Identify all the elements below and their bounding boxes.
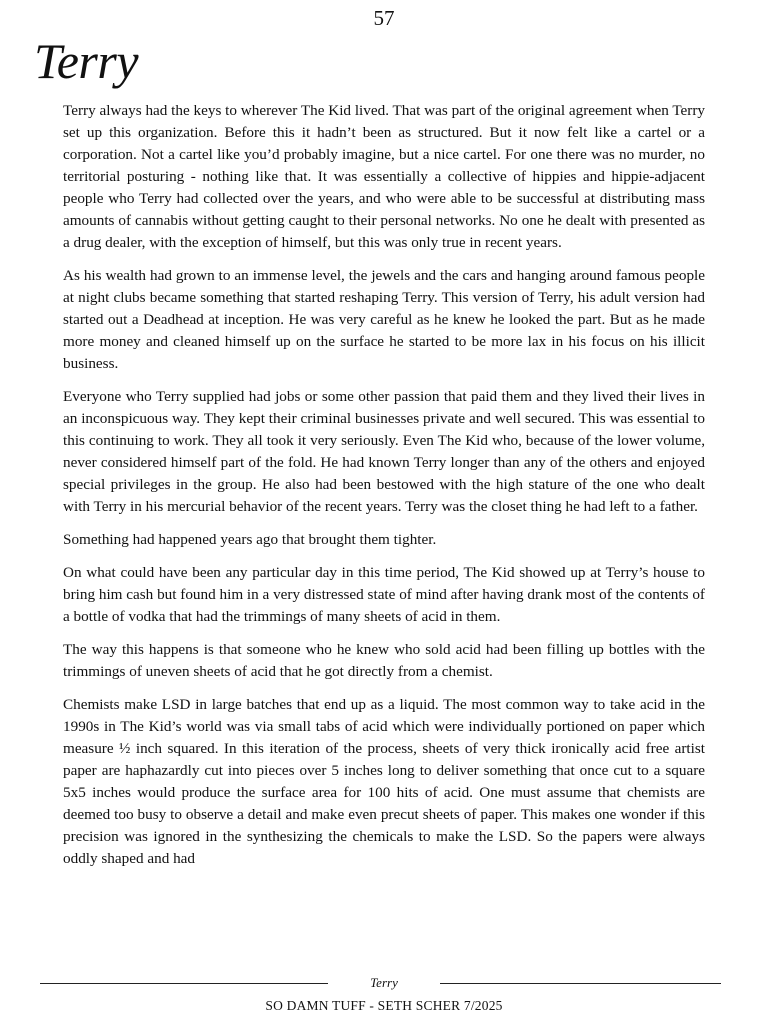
paragraph-5: On what could have been any particular day in this time period, The Kid showed up at Terry’s house to bring him cash but found him in a very distressed state of mind after having drank most of the contents of a bottle of vodka that had the trimmings of many sheets of acid in them. xyxy=(63,564,705,625)
footer-rule-left xyxy=(40,983,328,984)
paragraph-2: As his wealth had grown to an immense level, the jewels and the cars and hanging around famous people at night clubs became something that started reshaping Terry. This version of Terry, his adult version had started out a Deadhead at inception. He was very careful as he knew he looked the part. But as he made more money and cleaned himself up on the surface he started to be more lax in his focus on his illicit business. xyxy=(63,267,705,372)
paragraph-3: Everyone who Terry supplied had jobs or some other passion that paid them and they lived their lives in an inconspicuous way. They kept their criminal businesses private and well secured. This was essential to this continuing to work. They all took it very seriously. Even The Kid who, because of the lower volume, never considered himself part of the fold. He had known Terry longer than any of the others and enjoyed special privileges in the group. He also had been bestowed with the high stature of the one who dealt with Terry in his mercurial behavior of the recent years. Terry was the closet thing he had left to a father. xyxy=(63,388,705,515)
page-number: 57 xyxy=(373,6,395,30)
paragraph-1: Terry always had the keys to wherever The Kid lived. That was part of the original agreement when Terry set up this organization. Before this it hadn’t been as structured. But it now felt like a cartel or a corporation. Not a cartel like you’d probably imagine, but a nice cartel. For one there was no murder, no territorial posturing - nothing like that. It was essentially a collective of hippies and hippie-adjacent people who Terry had collected over the years, and who were able to be successful at distributing mass amounts of cannabis without getting caught to their personal networks. No one he dealt with presented as a drug dealer, with the exception of himself, but this was only true in recent years. xyxy=(63,102,705,251)
paragraph-7: Chemists make LSD in large batches that end up as a liquid. The most common way to take acid in the 1990s in The Kid’s world was via small tabs of acid which were individually portioned on paper which measure ½ inch squared. In this iteration of the process, sheets of very thick ironically acid free artist paper are haphazardly cut into pieces over 5 inches long to deliver something that once cut to a square 5x5 inches would produce the surface area for 100 hits of acid. One must assume that chemists are deemed too busy to observe a detail and make even precut sheets of paper. This makes one wonder if this precision was ignored in the synthesizing the chemicals to make the LSD. So the papers were always oddly shaped and had xyxy=(63,696,705,867)
paragraph-4: Something had happened years ago that brought them tighter. xyxy=(63,531,437,548)
body-text xyxy=(63,100,705,881)
paragraph-6: The way this happens is that someone who he knew who sold acid had been filling up bottles with the trimmings of uneven sheets of acid that he got directly from a chemist. xyxy=(63,641,705,680)
footer-rule-right xyxy=(440,983,721,984)
chapter-title: Terry xyxy=(34,33,139,89)
footer-running-title: Terry xyxy=(370,975,398,990)
footer-credit: SO DAMN TUFF - SETH SCHER 7/2025 xyxy=(265,998,503,1013)
